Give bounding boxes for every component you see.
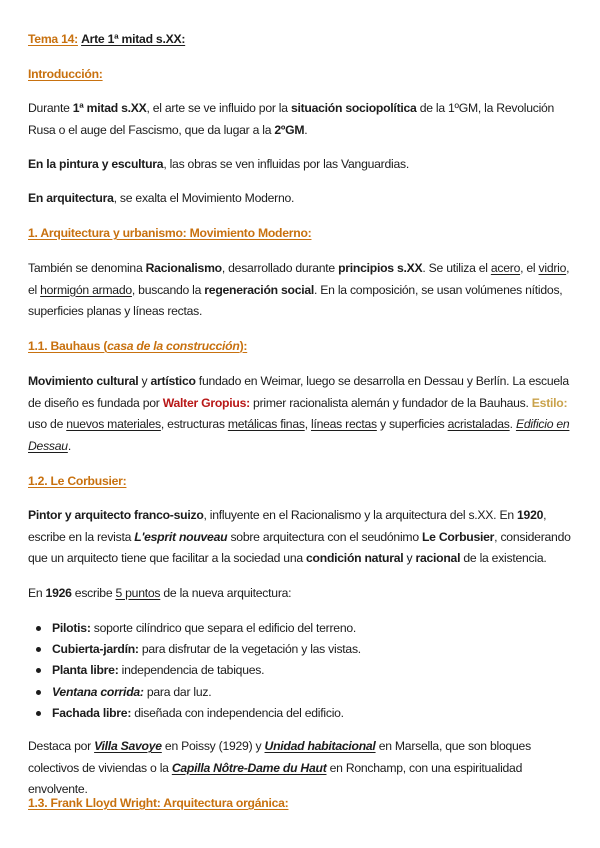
bold-text: artístico <box>150 374 196 388</box>
point-label: Planta libre: <box>52 663 119 678</box>
point-text: diseñada con independencia del edificio. <box>131 705 344 720</box>
intro-paragraph-2 <box>28 154 576 176</box>
section-1-heading <box>28 223 576 245</box>
text: , influyente en el Racionalismo y la arquitectura del s.XX. En <box>203 508 518 522</box>
list-item <box>28 660 576 681</box>
list-item <box>28 682 576 703</box>
text: de la existencia. <box>460 551 547 565</box>
text: Durante <box>28 101 73 115</box>
text: Destaca por <box>28 739 95 753</box>
list-item <box>28 703 576 724</box>
bold-text: condición natural <box>306 551 404 565</box>
text: , desarrollado durante <box>221 261 339 275</box>
section-1-1-paragraph <box>28 371 576 457</box>
underlined-text: hormigón armado <box>40 282 132 297</box>
section-1-2-heading <box>28 471 576 493</box>
bold-text: Racionalismo <box>145 261 222 275</box>
text: y <box>138 374 151 388</box>
bold-text: En la pintura y escultura <box>28 157 164 171</box>
text: , escribe en la revista <box>28 508 547 544</box>
bold-text: 1920 <box>517 508 544 522</box>
underlined-text: líneas rectas <box>310 417 377 431</box>
bold-text: principios s.XX <box>338 261 423 275</box>
text: en Marsella, que son bloques colectivos de viviendas o la <box>28 739 531 775</box>
text: fundado en Weimar, luego se desarrolla en Dessau y Berlín. La escuela de diseño es fundada por <box>28 374 569 410</box>
bold-text: racional <box>415 551 461 565</box>
bold-text: Movimiento cultural <box>28 374 139 388</box>
point-label: Pilotis: <box>52 621 91 635</box>
heading-part: ): <box>239 339 248 353</box>
bold-text: 2ºGM <box>274 122 305 137</box>
tema-label: Tema 14: <box>28 32 78 46</box>
text: en Ronchamp, con una espiritualidad envolvente. <box>28 760 523 796</box>
work-title: Villa Savoye <box>94 739 162 753</box>
text: , el <box>28 261 570 297</box>
section-1-3-heading-text: 1.3. Frank Lloyd Wright: Arquitectura orgánica: <box>28 796 289 810</box>
text: y superficies <box>376 417 448 431</box>
heading-italic: casa de la construcción <box>107 339 240 353</box>
italic-underlined-text: Edificio en Dessau <box>28 417 570 453</box>
bold-text: Le Corbusier <box>421 529 495 544</box>
text: , buscando la <box>131 282 205 297</box>
underlined-text: vidrio <box>538 261 567 275</box>
text: primer racionalista alemán y fundador de la Bauhaus. <box>249 395 532 410</box>
section-1-2-paragraph-2 <box>28 583 576 605</box>
work-title: Capilla Nôtre-Dame du Haut <box>171 760 327 775</box>
bold-italic-text: L'esprit nouveau <box>134 529 228 544</box>
bold-text: En arquitectura <box>28 191 114 205</box>
point-label: Cubierta-jardín: <box>52 642 139 657</box>
intro-paragraph-3 <box>28 188 576 210</box>
text: de la nueva arquitectura: <box>160 586 292 600</box>
point-text: para disfrutar de la vegetación y las vistas. <box>138 642 361 657</box>
text: . En la composición, se usan volúmenes nítidos, superficies planas y líneas rectas. <box>28 282 563 318</box>
underlined-text: metálicas finas <box>227 417 305 431</box>
text: , el arte se ve influido por la <box>146 101 291 115</box>
point-label: Fachada libre: <box>52 705 132 720</box>
text: . <box>509 417 516 431</box>
bold-text: regeneración social <box>204 282 315 297</box>
text: , se exalta el Movimiento Moderno. <box>113 191 295 205</box>
text: . <box>67 438 71 453</box>
text: de la 1ºGM, la Revolución Rusa o el auge del Fascismo, que da lugar a la <box>28 101 555 137</box>
text: , el <box>520 261 539 275</box>
underlined-text: acero <box>490 261 521 275</box>
underlined-text: 5 puntos <box>115 586 161 600</box>
underlined-text: nuevos materiales <box>66 417 161 431</box>
text: . <box>304 122 308 137</box>
text: En <box>28 586 46 600</box>
text: . Se utiliza el <box>422 261 491 275</box>
section-1-2-heading-text: 1.2. Le Corbusier: <box>28 474 127 488</box>
tema-name: Arte 1ª mitad s.XX: <box>81 32 186 46</box>
intro-paragraph-1 <box>28 98 576 141</box>
section-1-heading-text: 1. Arquitectura y urbanismo: Movimiento Moderno: <box>28 226 312 240</box>
point-text: soporte cilíndrico que separa el edificio del terreno. <box>90 621 357 635</box>
work-title: Unidad habitacional <box>264 739 376 753</box>
list-item <box>28 618 576 639</box>
list-item <box>28 639 576 660</box>
section-1-2-paragraph-1 <box>28 505 576 570</box>
intro-heading <box>28 64 576 86</box>
text: , considerando que un arquitecto tiene que facilitar a la sociedad una <box>28 529 571 565</box>
text: , estructuras <box>160 417 228 431</box>
text: escribe <box>71 586 116 600</box>
text: También se denomina <box>28 261 146 275</box>
section-1-1-heading <box>28 336 576 358</box>
text: y <box>403 551 416 565</box>
text: sobre arquitectura con el seudónimo <box>227 529 422 544</box>
five-points-list <box>28 618 576 724</box>
point-text: para dar luz. <box>143 684 212 699</box>
section-1-paragraph <box>28 258 576 323</box>
bold-text: Pintor y arquitecto franco-suizo <box>28 508 204 522</box>
document-title <box>28 29 576 51</box>
text: en Poissy (1929) y <box>161 739 265 753</box>
bold-text: 1926 <box>45 586 72 600</box>
text: uso de <box>28 417 67 431</box>
section-1-2-paragraph-3 <box>28 736 576 801</box>
underlined-text: acristaladas <box>447 417 510 431</box>
intro-heading-text: Introducción: <box>28 67 103 81</box>
text: , las obras se ven influidas por las Vanguardias. <box>163 157 409 171</box>
bold-text: situación sociopolítica <box>290 101 417 115</box>
point-label: Ventana corrida: <box>52 684 144 699</box>
bold-text: 1ª mitad s.XX <box>72 101 147 115</box>
highlight-name: Walter Gropius: <box>162 395 250 410</box>
point-text: independencia de tabiques. <box>118 663 265 678</box>
style-label: Estilo: <box>531 395 568 410</box>
section-1-3-heading <box>28 793 576 815</box>
heading-part: 1.1. Bauhaus ( <box>28 339 108 353</box>
text: , <box>304 417 311 431</box>
